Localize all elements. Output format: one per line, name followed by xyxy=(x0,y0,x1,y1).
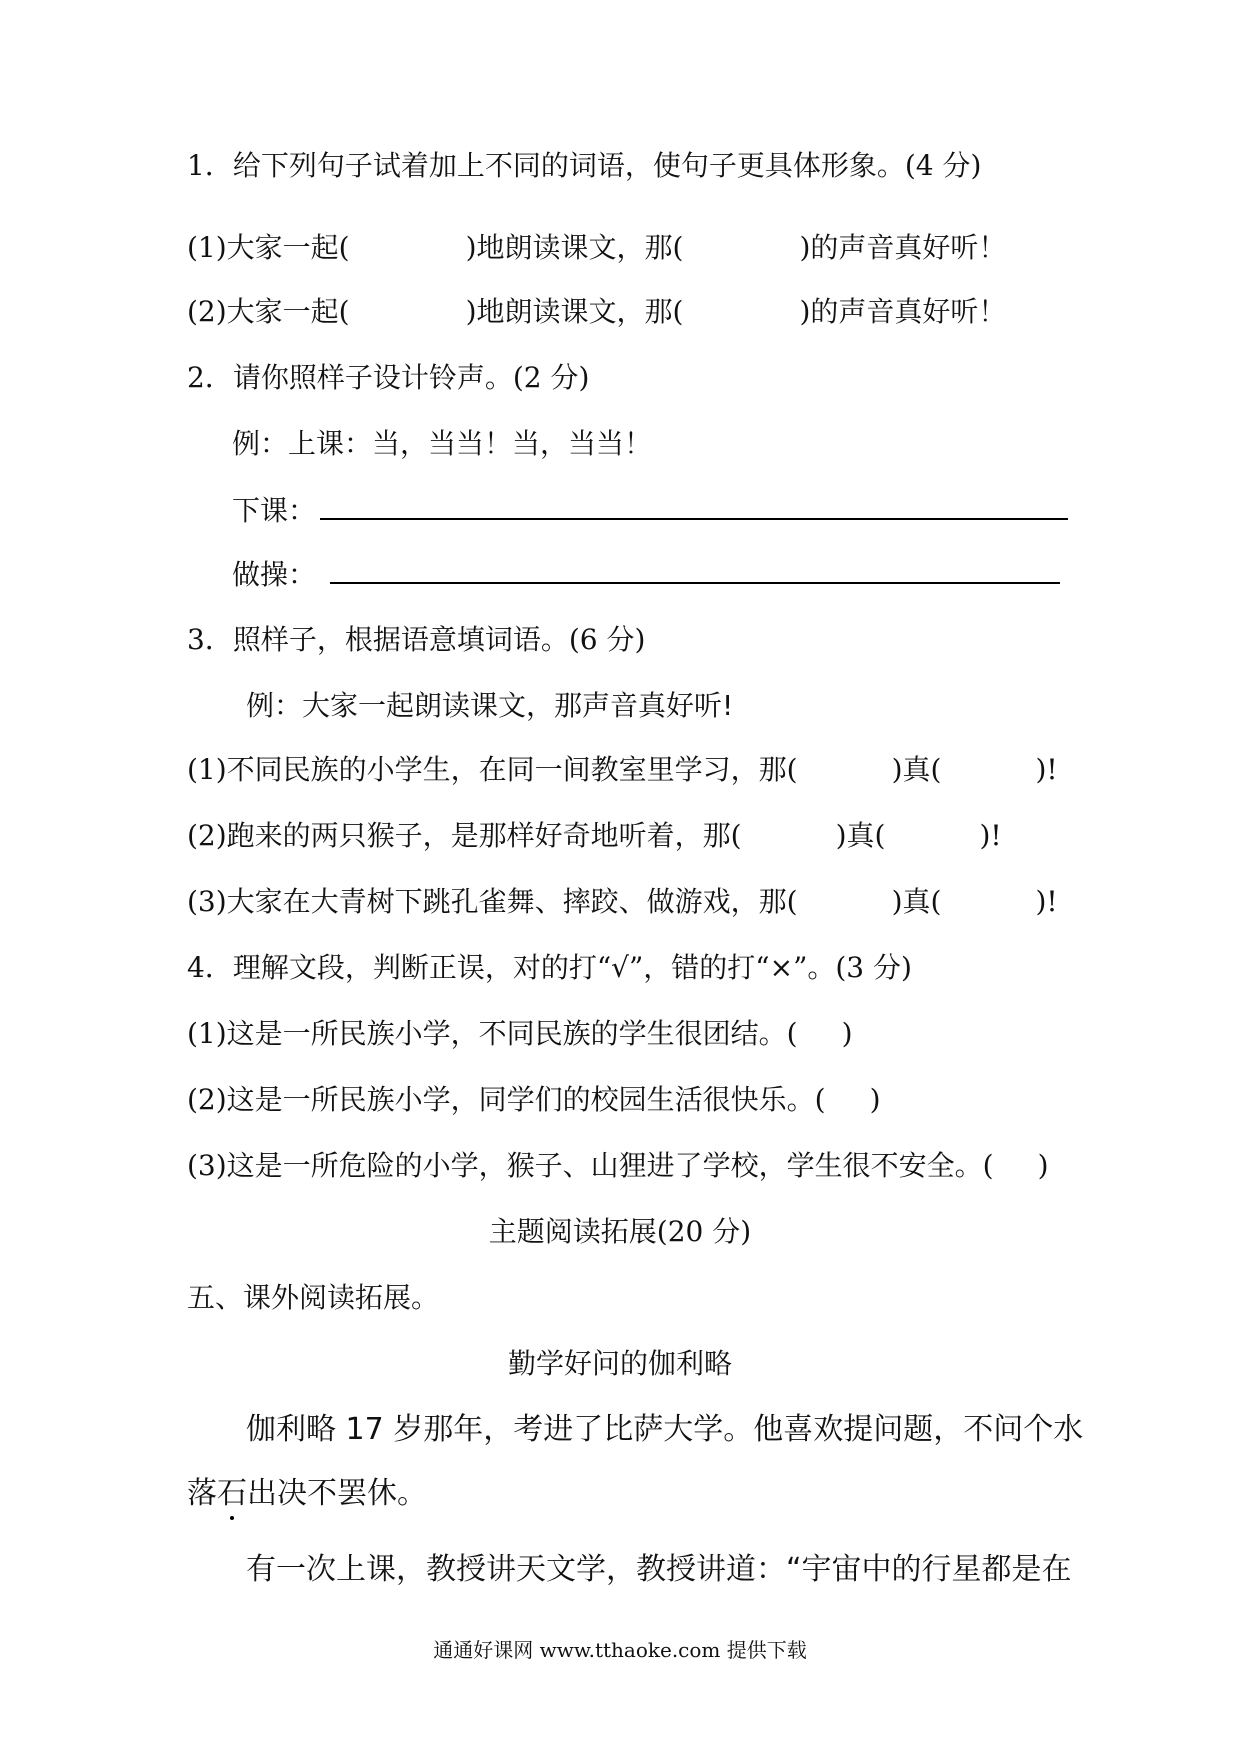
q1-item-1: (1)大家一起( )地朗读课文，那( )的声音真好听！ xyxy=(187,231,1007,264)
story-paragraph-1-line-2: 落石出决不罢休。 xyxy=(187,1476,427,1511)
q3-item-1: (1)不同民族的小学生，在同一间教室里学习，那( )真( )! xyxy=(187,753,1058,786)
q3-item-2: (2)跑来的两只猴子，是那样好奇地听着，那( )真( )! xyxy=(187,819,1002,852)
answer-underline[interactable] xyxy=(320,492,1068,520)
story-title: 勤学好问的伽利略 xyxy=(507,1347,732,1380)
section-heading: 主题阅读拓展(20 分) xyxy=(488,1215,752,1248)
q2-example: 例：上课：当，当当！当，当当！ xyxy=(232,427,653,460)
story-paragraph-1-line-1: 伽利略 17 岁那年，考进了比萨大学。他喜欢提问题，不问个水 xyxy=(246,1412,1084,1447)
q3-example: 例：大家一起朗读课文，那声音真好听! xyxy=(246,689,734,722)
q2-line-2: 做操： xyxy=(232,556,1060,593)
q3-title: 3．照样子，根据语意填词语。(6 分) xyxy=(187,623,646,656)
q2-title: 2．请你照样子设计铃声。(2 分) xyxy=(187,361,590,394)
q4-item-2: (2)这是一所民族小学，同学们的校园生活很快乐。( ) xyxy=(187,1083,881,1116)
q2-line-1: 下课： xyxy=(232,492,1068,529)
q4-title: 4．理解文段，判断正误，对的打“√”，错的打“×”。(3 分) xyxy=(187,951,912,984)
q4-item-3: (3)这是一所危险的小学，猴子、山狸进了学校，学生很不安全。( ) xyxy=(187,1149,1049,1182)
q3-item-3: (3)大家在大青树下跳孔雀舞、摔跤、做游戏，那( )真( )! xyxy=(187,885,1058,918)
q1-item-2: (2)大家一起( )地朗读课文，那( )的声音真好听！ xyxy=(187,295,1007,328)
q1-title: 1．给下列句子试着加上不同的词语，使句子更具体形象。(4 分) xyxy=(187,149,982,182)
page-footer[interactable]: 通通好课网 www.tthaoke.com 提供下载 xyxy=(433,1638,807,1662)
story-paragraph-2-line-1: 有一次上课，教授讲天文学，教授讲道：“宇宙中的行星都是在 xyxy=(246,1552,1072,1587)
q4-item-1: (1)这是一所民族小学，不同民族的学生很团结。( ) xyxy=(187,1017,853,1050)
dotted-emphasis: 落石出 xyxy=(187,1476,277,1511)
answer-underline[interactable] xyxy=(330,556,1060,584)
part-five-heading: 五、课外阅读拓展。 xyxy=(187,1281,440,1314)
